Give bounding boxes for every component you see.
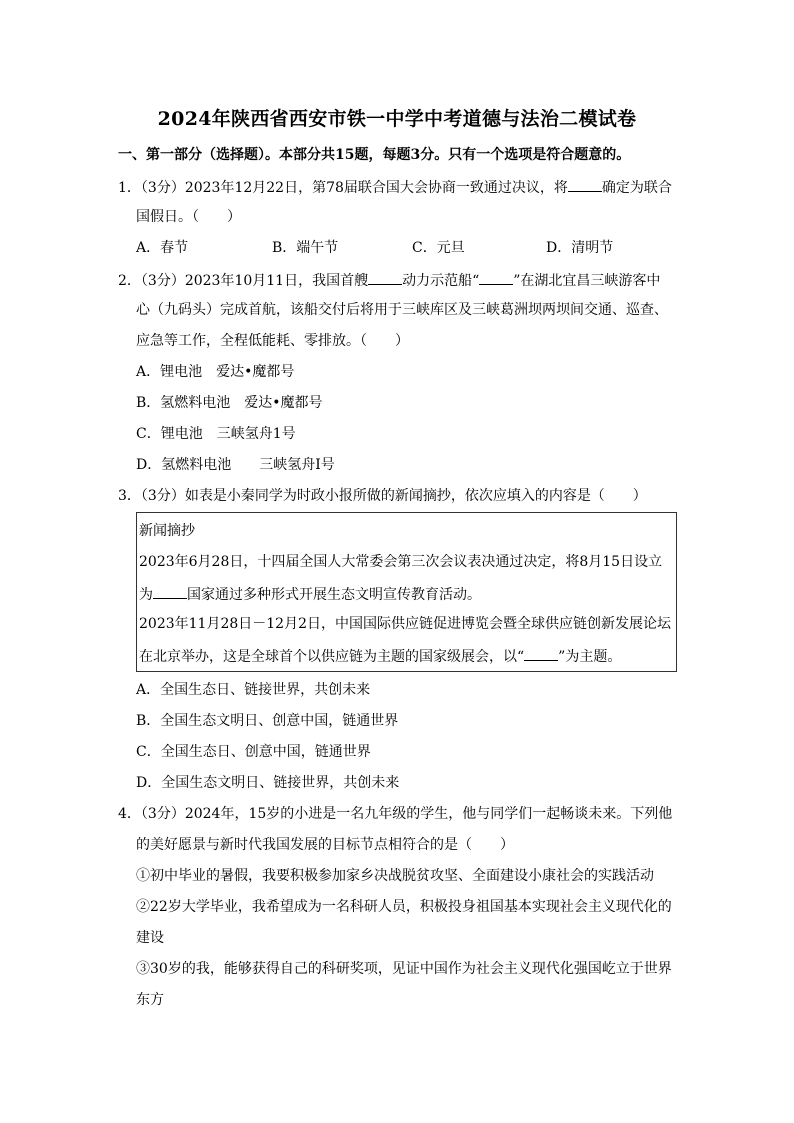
question-4-item-1: ①初中毕业的暑假，我要积极参加家乡决战脱贫攻坚、全面建设小康社会的实践活动 bbox=[136, 868, 654, 884]
question-1-option-b: B．端午节 bbox=[272, 240, 339, 256]
answer-blank bbox=[568, 177, 602, 192]
question-1-option-d: D．清明节 bbox=[546, 240, 614, 256]
question-2-line-3: 应急等工作，全程低能耗、零排放。（ ） bbox=[136, 333, 409, 349]
question-3-option-a: A．全国生态日、链接世界，共创未来 bbox=[136, 682, 371, 698]
question-2-option-c: C．锂电池 三峡氢舟1号 bbox=[136, 426, 296, 442]
news-box-line-3: 2023年11月28日－12月2日，中国国际供应链促进博览会暨全球供应链创新发展论坛 bbox=[139, 616, 671, 632]
question-2-line-2: 心（九码头）完成首航，该船交付后将用于三峡库区及三峡葛洲坝两坝间交通、巡查、 bbox=[136, 302, 668, 318]
question-2-option-a: A．锂电池 爱达•魔都号 bbox=[136, 364, 295, 380]
question-3-stem: 3．（3分）如表是小秦同学为时政小报所做的新闻摘抄，依次应填入的内容是（ ） bbox=[118, 488, 647, 504]
question-1-line-2: 国假日。（ ） bbox=[136, 209, 241, 225]
q1-text-b: 确定为联合 bbox=[601, 180, 672, 196]
question-3-option-b: B．全国生态文明日、创意中国，链通世界 bbox=[136, 713, 399, 729]
news-box-line-4 bbox=[139, 646, 621, 666]
box-line-2-b: 国家通过多种形式开展生态文明宣传教育活动。 bbox=[187, 587, 481, 603]
question-2-option-b: B．氢燃料电池 爱达•魔都号 bbox=[136, 395, 323, 411]
question-4-item-3-cont: 东方 bbox=[136, 992, 164, 1008]
page-title: 2024年陕西省西安市铁一中学中考道德与法治二模试卷 bbox=[157, 108, 637, 130]
section-header: 一、第一部分（选择题）。本部分共15题，每题3分。只有一个选项是符合题意的。 bbox=[118, 147, 631, 163]
answer-blank bbox=[368, 270, 402, 285]
answer-blank bbox=[479, 270, 513, 285]
news-box-line-1: 2023年6月28日，十四届全国人大常委会第三次会议表决通过决定，将8月15日设立 bbox=[139, 554, 663, 570]
question-1-line-1 bbox=[118, 177, 672, 197]
question-4-item-3: ③30岁的我，能够获得自己的科研奖项，见证中国作为社会主义现代化强国屹立于世界 bbox=[136, 961, 672, 977]
question-2-option-d: D．氢燃料电池 三峡氢舟Ⅰ号 bbox=[136, 457, 335, 473]
question-1-option-c: C．元旦 bbox=[412, 240, 465, 256]
question-4-line-1: 4．（3分）2024年，15岁的小进是一名九年级的学生，他与同学们一起畅谈未来。下列他 bbox=[118, 806, 673, 822]
q1-text-a: 1．（3分）2023年12月22日，第78届联合国大会协商一致通过决议，将 bbox=[118, 180, 568, 196]
q2-text-a: 2．（3分）2023年10月11日，我国首艘 bbox=[118, 273, 369, 289]
question-4-item-2: ②22岁大学毕业，我希望成为一名科研人员，积极投身祖国基本实现社会主义现代化的 bbox=[136, 899, 672, 915]
question-4-line-2: 的美好愿景与新时代我国发展的目标节点相符合的是（ ） bbox=[136, 837, 514, 853]
box-line-4-b: ”为主题。 bbox=[558, 649, 622, 665]
question-2-line-1 bbox=[118, 270, 660, 290]
question-3-option-d: D．全国生态文明日、链接世界，共创未来 bbox=[136, 775, 400, 791]
news-box-line-2 bbox=[139, 584, 481, 604]
question-1-option-a: A．春节 bbox=[136, 240, 189, 256]
q2-text-b: 动力示范船“ bbox=[402, 273, 480, 289]
box-line-2-a: 为 bbox=[139, 587, 153, 603]
question-3-option-c: C．全国生态日、创意中国，链通世界 bbox=[136, 744, 371, 760]
answer-blank bbox=[153, 584, 187, 599]
question-4-item-2-cont: 建设 bbox=[136, 930, 164, 946]
news-box-title: 新闻摘抄 bbox=[139, 523, 195, 539]
answer-blank bbox=[524, 646, 558, 661]
q2-text-c: ”在湖北宜昌三峡游客中 bbox=[513, 273, 661, 289]
box-line-4-a: 在北京举办，这是全球首个以供应链为主题的国家级展会，以“ bbox=[139, 649, 525, 665]
